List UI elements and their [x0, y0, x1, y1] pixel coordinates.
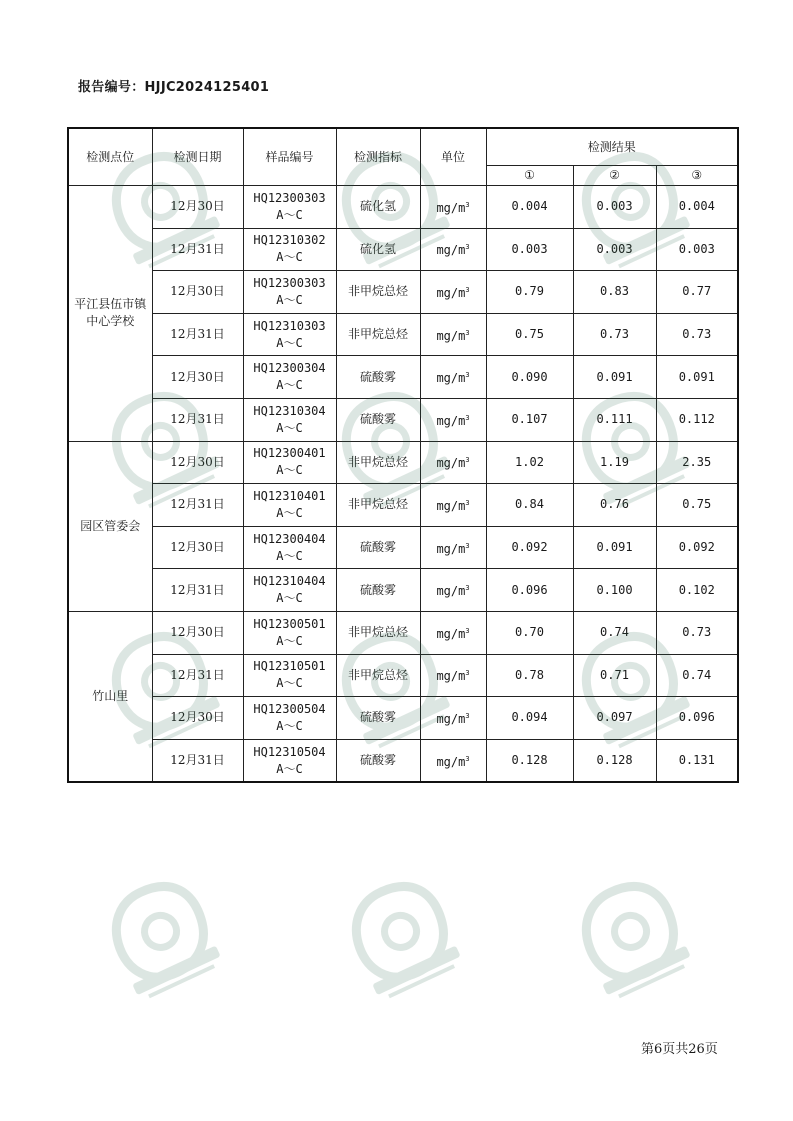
result-3-cell: 0.131 — [656, 739, 738, 782]
sample-suffix: A～C — [276, 548, 303, 563]
result-2-cell: 0.091 — [573, 526, 656, 569]
unit-text: mg/m — [436, 285, 466, 300]
table-row — [68, 186, 738, 229]
sample-cell — [243, 313, 336, 356]
header-sample: 样品编号 — [243, 128, 336, 186]
header-results: 检测结果 — [486, 128, 738, 166]
result-2-cell: 0.73 — [573, 313, 656, 356]
indicator-cell: 硫酸雾 — [336, 569, 420, 612]
unit-text: mg/m — [436, 413, 466, 428]
sample-cell — [243, 484, 336, 527]
unit-text: mg/m — [436, 626, 466, 641]
date-cell: 12月31日 — [152, 739, 243, 782]
table-row — [68, 611, 738, 654]
unit-exponent: 3 — [465, 285, 470, 294]
unit-cell — [420, 526, 486, 569]
watermark-logo — [100, 880, 220, 1000]
unit-cell — [420, 313, 486, 356]
indicator-cell: 硫酸雾 — [336, 697, 420, 740]
sample-id: HQ12310303 — [253, 318, 326, 333]
result-3-cell: 0.73 — [656, 611, 738, 654]
result-3-cell: 0.74 — [656, 654, 738, 697]
unit-cell — [420, 441, 486, 484]
sample-id: HQ12300303 — [253, 190, 326, 205]
date-cell: 12月30日 — [152, 271, 243, 314]
result-2-cell: 0.83 — [573, 271, 656, 314]
result-2-cell: 0.111 — [573, 398, 656, 441]
sample-cell — [243, 697, 336, 740]
header-indicator: 检测指标 — [336, 128, 420, 186]
sample-cell — [243, 228, 336, 271]
result-1-cell: 0.094 — [486, 697, 573, 740]
result-3-cell: 0.091 — [656, 356, 738, 399]
sample-cell — [243, 526, 336, 569]
result-1-cell: 0.70 — [486, 611, 573, 654]
sample-cell — [243, 654, 336, 697]
unit-exponent: 3 — [465, 754, 470, 763]
sample-id: HQ12310302 — [253, 233, 326, 248]
sample-suffix: A～C — [276, 676, 303, 691]
date-cell: 12月31日 — [152, 654, 243, 697]
indicator-cell: 硫酸雾 — [336, 739, 420, 782]
watermark-logo — [340, 880, 460, 1000]
result-2-cell: 0.128 — [573, 739, 656, 782]
table-row — [68, 356, 738, 399]
sample-cell — [243, 441, 336, 484]
header-site: 检测点位 — [68, 128, 152, 186]
watermark-logo — [570, 880, 690, 1000]
unit-exponent: 3 — [465, 413, 470, 422]
result-2-cell: 0.097 — [573, 697, 656, 740]
sample-id: HQ12310401 — [253, 488, 326, 503]
unit-exponent: 3 — [465, 541, 470, 550]
table-row — [68, 526, 738, 569]
result-1-cell: 0.107 — [486, 398, 573, 441]
unit-exponent: 3 — [465, 626, 470, 635]
unit-exponent: 3 — [465, 456, 470, 465]
unit-cell — [420, 228, 486, 271]
sample-id: HQ12300303 — [253, 275, 326, 290]
unit-text: mg/m — [436, 584, 466, 599]
sample-suffix: A～C — [276, 591, 303, 606]
unit-text: mg/m — [436, 541, 466, 556]
result-1-cell: 0.003 — [486, 228, 573, 271]
indicator-cell: 非甲烷总烃 — [336, 611, 420, 654]
indicator-cell: 硫酸雾 — [336, 398, 420, 441]
result-3-cell: 0.092 — [656, 526, 738, 569]
site-cell: 园区管委会 — [68, 441, 152, 611]
sample-id: HQ12310304 — [253, 403, 326, 418]
date-cell: 12月31日 — [152, 313, 243, 356]
table-row — [68, 228, 738, 271]
unit-exponent: 3 — [465, 711, 470, 720]
unit-exponent: 3 — [465, 498, 470, 507]
sample-cell — [243, 186, 336, 229]
sample-suffix: A～C — [276, 718, 303, 733]
header-result-2: ② — [573, 166, 656, 186]
table-row — [68, 484, 738, 527]
unit-exponent: 3 — [465, 243, 470, 252]
result-3-cell: 0.75 — [656, 484, 738, 527]
unit-exponent: 3 — [465, 371, 470, 380]
sample-id: HQ12300504 — [253, 701, 326, 716]
result-3-cell: 0.112 — [656, 398, 738, 441]
sample-id: HQ12300501 — [253, 616, 326, 631]
result-2-cell: 0.091 — [573, 356, 656, 399]
table-row — [68, 569, 738, 612]
result-3-cell: 2.35 — [656, 441, 738, 484]
result-3-cell: 0.096 — [656, 697, 738, 740]
result-2-cell: 0.74 — [573, 611, 656, 654]
date-cell: 12月30日 — [152, 697, 243, 740]
unit-cell — [420, 271, 486, 314]
unit-cell — [420, 356, 486, 399]
indicator-cell: 非甲烷总烃 — [336, 313, 420, 356]
date-cell: 12月30日 — [152, 356, 243, 399]
indicator-cell: 硫化氢 — [336, 186, 420, 229]
table-row — [68, 313, 738, 356]
unit-text: mg/m — [436, 456, 466, 471]
result-3-cell: 0.102 — [656, 569, 738, 612]
sample-id: HQ12310404 — [253, 574, 326, 589]
result-2-cell: 0.100 — [573, 569, 656, 612]
sample-id: HQ12300404 — [253, 531, 326, 546]
sample-id: HQ12310501 — [253, 659, 326, 674]
indicator-cell: 非甲烷总烃 — [336, 271, 420, 314]
result-3-cell: 0.77 — [656, 271, 738, 314]
result-1-cell: 0.092 — [486, 526, 573, 569]
sample-suffix: A～C — [276, 761, 303, 776]
sample-cell — [243, 398, 336, 441]
results-body — [68, 186, 738, 783]
unit-cell — [420, 611, 486, 654]
unit-cell — [420, 186, 486, 229]
sample-cell — [243, 569, 336, 612]
unit-cell — [420, 484, 486, 527]
sample-cell — [243, 611, 336, 654]
date-cell: 12月31日 — [152, 484, 243, 527]
result-3-cell: 0.003 — [656, 228, 738, 271]
result-1-cell: 0.78 — [486, 654, 573, 697]
sample-suffix: A～C — [276, 250, 303, 265]
unit-text: mg/m — [436, 371, 466, 386]
result-3-cell: 0.73 — [656, 313, 738, 356]
indicator-cell: 硫化氢 — [336, 228, 420, 271]
unit-exponent: 3 — [465, 200, 470, 209]
result-3-cell: 0.004 — [656, 186, 738, 229]
sample-suffix: A～C — [276, 292, 303, 307]
table-row — [68, 441, 738, 484]
unit-cell — [420, 654, 486, 697]
result-2-cell: 0.003 — [573, 228, 656, 271]
indicator-cell: 非甲烷总烃 — [336, 484, 420, 527]
result-1-cell: 0.004 — [486, 186, 573, 229]
date-cell: 12月30日 — [152, 186, 243, 229]
date-cell: 12月30日 — [152, 611, 243, 654]
result-1-cell: 0.75 — [486, 313, 573, 356]
date-cell: 12月31日 — [152, 569, 243, 612]
report-number: 报告编号：HJJC2024125401 — [78, 80, 270, 95]
table-row — [68, 398, 738, 441]
sample-suffix: A～C — [276, 505, 303, 520]
indicator-cell: 硫酸雾 — [336, 526, 420, 569]
indicator-cell: 硫酸雾 — [336, 356, 420, 399]
result-2-cell: 0.003 — [573, 186, 656, 229]
result-1-cell: 0.128 — [486, 739, 573, 782]
unit-cell — [420, 697, 486, 740]
results-table — [67, 127, 739, 783]
unit-cell — [420, 739, 486, 782]
table-row — [68, 739, 738, 782]
header-result-1: ① — [486, 166, 573, 186]
unit-text: mg/m — [436, 711, 466, 726]
site-cell: 竹山里 — [68, 611, 152, 782]
date-cell: 12月31日 — [152, 398, 243, 441]
sample-suffix: A～C — [276, 335, 303, 350]
unit-text: mg/m — [436, 243, 466, 258]
unit-exponent: 3 — [465, 328, 470, 337]
unit-text: mg/m — [436, 328, 466, 343]
result-1-cell: 0.096 — [486, 569, 573, 612]
table-row — [68, 271, 738, 314]
indicator-cell: 非甲烷总烃 — [336, 654, 420, 697]
sample-cell — [243, 271, 336, 314]
header-unit: 单位 — [420, 128, 486, 186]
table-row — [68, 654, 738, 697]
unit-cell — [420, 569, 486, 612]
sample-id: HQ12300304 — [253, 361, 326, 376]
date-cell: 12月30日 — [152, 441, 243, 484]
sample-suffix: A～C — [276, 633, 303, 648]
sample-cell — [243, 356, 336, 399]
header-date: 检测日期 — [152, 128, 243, 186]
sample-suffix: A～C — [276, 420, 303, 435]
sample-suffix: A～C — [276, 207, 303, 222]
sample-cell — [243, 739, 336, 782]
unit-text: mg/m — [436, 669, 466, 684]
sample-id: HQ12310504 — [253, 744, 326, 759]
unit-text: mg/m — [436, 498, 466, 513]
indicator-cell: 非甲烷总烃 — [336, 441, 420, 484]
site-cell: 平江县伍市镇中心学校 — [68, 186, 152, 442]
date-cell: 12月30日 — [152, 526, 243, 569]
sample-id: HQ12300401 — [253, 446, 326, 461]
result-2-cell: 0.71 — [573, 654, 656, 697]
result-1-cell: 1.02 — [486, 441, 573, 484]
header-result-3: ③ — [656, 166, 738, 186]
result-1-cell: 0.84 — [486, 484, 573, 527]
unit-exponent: 3 — [465, 669, 470, 678]
result-2-cell: 0.76 — [573, 484, 656, 527]
result-1-cell: 0.090 — [486, 356, 573, 399]
result-2-cell: 1.19 — [573, 441, 656, 484]
sample-suffix: A～C — [276, 378, 303, 393]
unit-cell — [420, 398, 486, 441]
unit-text: mg/m — [436, 754, 466, 769]
unit-exponent: 3 — [465, 584, 470, 593]
result-1-cell: 0.79 — [486, 271, 573, 314]
date-cell: 12月31日 — [152, 228, 243, 271]
sample-suffix: A～C — [276, 463, 303, 478]
page-number: 第6页共26页 — [641, 1042, 718, 1057]
table-row — [68, 697, 738, 740]
unit-text: mg/m — [436, 200, 466, 215]
